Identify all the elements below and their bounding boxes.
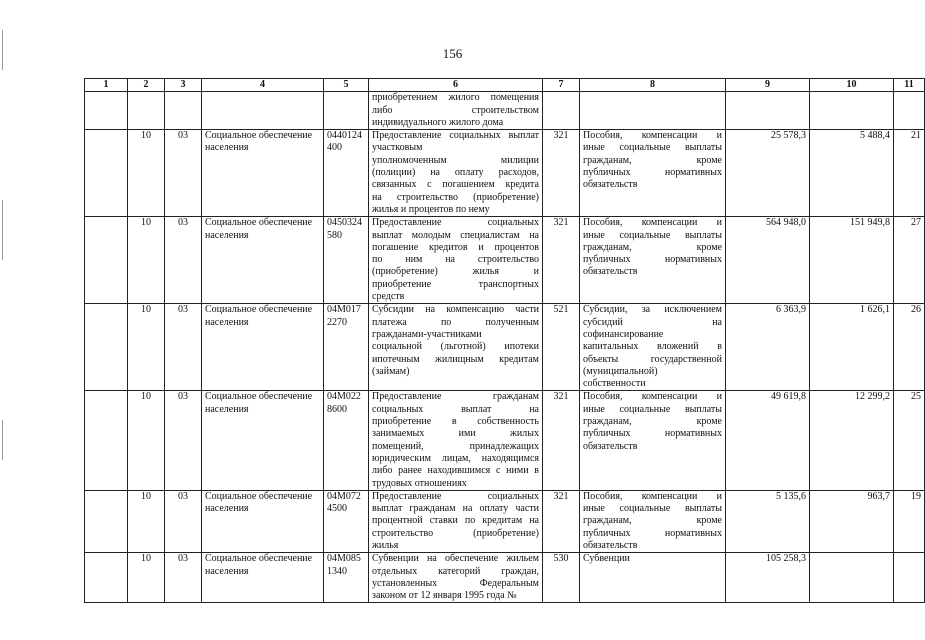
text-line: ипотечным жилищным кредитам	[372, 353, 539, 365]
text-line: (муниципальной)	[583, 365, 658, 377]
cell-target-code	[324, 130, 369, 217]
cell-target-name	[369, 304, 543, 391]
text-line: гражданами-участниками	[372, 328, 482, 340]
column-number-row	[85, 79, 925, 92]
text-line: Пособия, компенсации и	[583, 217, 722, 229]
text-line: занимаемых ими жилых	[372, 428, 539, 440]
text-line: Субсидии на компенсацию части	[372, 304, 539, 316]
text-line: помещений, принадлежащих	[372, 440, 539, 452]
cell-amount-10-text: 1 626,1	[860, 304, 890, 316]
text-line: (полиции) на оплату расходов,	[372, 167, 539, 179]
cell-target-code	[324, 490, 369, 552]
cell-expense-code-text: 321	[553, 490, 569, 502]
cell-amount-9	[726, 217, 810, 304]
cell-target-code	[324, 217, 369, 304]
text-line: капитальных вложений в	[583, 341, 722, 353]
cell-amount-10	[810, 304, 894, 391]
text-line: строительство (приобретение)	[372, 527, 539, 539]
cell-target-name	[369, 490, 543, 552]
cell-amount-9	[726, 490, 810, 552]
table-row	[85, 490, 925, 552]
cell-target-name	[369, 391, 543, 490]
column-header: 11	[894, 79, 925, 92]
text-line: иные социальные выплаты	[583, 142, 722, 154]
cell-col11	[894, 553, 925, 603]
cell-expense-code-text: 321	[553, 130, 569, 142]
cell-amount-9-text: 49 619,8	[771, 391, 806, 403]
text-line: уполномоченным милиции	[372, 154, 539, 166]
cell-amount-9-text: 105 258,3	[766, 553, 806, 565]
text-line: выплат гражданам на оплату части	[372, 503, 539, 515]
cell-expense-code-text: 521	[553, 304, 569, 316]
text-line: Предоставление социальных	[372, 490, 539, 502]
cell-amount-10	[810, 92, 894, 130]
text-line: гражданам, кроме	[583, 241, 722, 253]
text-line: гражданам, кроме	[583, 154, 722, 166]
cell-amount-10-text: 963,7	[867, 490, 890, 502]
text-line: гражданам, кроме	[583, 416, 722, 428]
text-line: Субвенции	[583, 553, 630, 565]
cell-subsection	[165, 553, 202, 603]
cell-subsection	[165, 490, 202, 552]
cell-target-code	[324, 92, 369, 130]
cell-subsection-text: 03	[178, 130, 188, 142]
cell-subsection	[165, 92, 202, 130]
text-line: приобретение в собственность	[372, 416, 539, 428]
table-row	[85, 217, 925, 304]
cell-amount-10	[810, 130, 894, 217]
cell-expense-type	[580, 553, 726, 603]
text-line: Предоставление социальных выплат участковым	[372, 130, 539, 154]
cell-subsection	[165, 391, 202, 490]
text-line: Субсидии, за исключением	[583, 304, 722, 316]
cell-amount-9	[726, 304, 810, 391]
text-line: индивидуального жилого дома	[372, 116, 504, 128]
cell-col11	[894, 217, 925, 304]
text-line: собственности	[583, 378, 646, 390]
cell-col1	[85, 92, 128, 130]
cell-expense-type	[580, 490, 726, 552]
text-line: иные социальные выплаты	[583, 403, 722, 415]
text-line: средств	[372, 291, 405, 303]
cell-amount-9-text: 5 135,6	[776, 490, 806, 502]
column-header: 8	[580, 79, 726, 92]
cell-col11-text: 21	[911, 130, 921, 142]
cell-section	[128, 130, 165, 217]
text-line: обязательств	[583, 539, 638, 551]
cell-expense-code	[543, 304, 580, 391]
text-line: публичных нормативных	[583, 167, 722, 179]
cell-section-text: 10	[141, 130, 151, 142]
text-line: (приобретение) жилья и	[372, 266, 539, 278]
text-line: публичных нормативных	[583, 254, 722, 266]
cell-section	[128, 217, 165, 304]
cell-target-code-text: 04М0172270	[327, 304, 361, 328]
cell-col11	[894, 130, 925, 217]
cell-section-text: 10	[141, 304, 151, 316]
text-line: обязательств	[583, 440, 638, 452]
cell-section-text: 10	[141, 553, 151, 565]
column-header: 3	[165, 79, 202, 92]
cell-expense-code	[543, 217, 580, 304]
cell-col11-text: 26	[911, 304, 921, 316]
text-line: выплат молодым специалистам на	[372, 229, 539, 241]
text-line: социальных выплат на	[372, 403, 539, 415]
column-header: 4	[202, 79, 324, 92]
text-line: либо ранее находившимся с ними в	[372, 465, 539, 477]
cell-section-name	[202, 391, 324, 490]
cell-col11-text: 19	[911, 490, 921, 502]
cell-subsection-text: 03	[178, 217, 188, 229]
cell-subsection-text: 03	[178, 490, 188, 502]
cell-amount-10	[810, 490, 894, 552]
cell-expense-code-text: 321	[553, 217, 569, 229]
text-line: процентной ставки по кредитам на	[372, 515, 539, 527]
cell-col11	[894, 304, 925, 391]
cell-col11-text: 27	[911, 217, 921, 229]
cell-subsection	[165, 130, 202, 217]
text-line: социальной (льготной) ипотеки	[372, 341, 539, 353]
column-header: 5	[324, 79, 369, 92]
text-line: субсидий на	[583, 316, 722, 328]
cell-col11	[894, 92, 925, 130]
cell-section-name	[202, 490, 324, 552]
table-body	[85, 92, 925, 603]
column-header: 6	[369, 79, 543, 92]
text-line: по ним на строительство	[372, 254, 539, 266]
cell-target-code-text: 04М0228600	[327, 391, 361, 415]
cell-amount-10-text: 12 299,2	[855, 391, 890, 403]
cell-section-name	[202, 553, 324, 603]
cell-expense-code-text: 321	[553, 391, 569, 403]
text-line: установленных Федеральным	[372, 577, 539, 589]
scan-margin-line	[2, 420, 3, 460]
text-line: связанных с погашением кредита	[372, 179, 539, 191]
cell-target-code	[324, 553, 369, 603]
table-row	[85, 391, 925, 490]
cell-expense-code-text: 530	[553, 553, 569, 565]
text-line: софинансирование	[583, 328, 664, 340]
cell-expense-type	[580, 391, 726, 490]
text-line: (займам)	[372, 365, 410, 377]
cell-subsection	[165, 304, 202, 391]
cell-amount-10-text: 151 949,8	[850, 217, 890, 229]
cell-target-name	[369, 92, 543, 130]
cell-amount-9-text: 6 363,9	[776, 304, 806, 316]
cell-section-name-text: Социальное обеспечение населения	[205, 553, 313, 577]
text-line: Предоставление социальных	[372, 217, 539, 229]
cell-amount-9	[726, 553, 810, 603]
cell-subsection-text: 03	[178, 553, 188, 565]
cell-expense-code	[543, 391, 580, 490]
cell-section	[128, 304, 165, 391]
page-number: 156	[442, 46, 463, 61]
text-line: жилья	[372, 539, 399, 551]
cell-expense-type	[580, 130, 726, 217]
cell-section	[128, 490, 165, 552]
cell-amount-10	[810, 391, 894, 490]
cell-col11	[894, 490, 925, 552]
cell-col1	[85, 217, 128, 304]
text-line: Пособия, компенсации и	[583, 130, 722, 142]
table-row	[85, 553, 925, 603]
text-line: Пособия, компенсации и	[583, 391, 722, 403]
cell-col11	[894, 391, 925, 490]
cell-amount-10-text: 5 488,4	[860, 130, 890, 142]
text-line: публичных нормативных	[583, 428, 722, 440]
cell-target-code-text: 0450324580	[327, 217, 362, 241]
cell-target-name	[369, 553, 543, 603]
cell-expense-code	[543, 553, 580, 603]
cell-section-name	[202, 217, 324, 304]
cell-section-name	[202, 92, 324, 130]
cell-subsection-text: 03	[178, 391, 188, 403]
cell-section-text: 10	[141, 490, 151, 502]
cell-amount-9-text: 564 948,0	[766, 217, 806, 229]
cell-subsection	[165, 217, 202, 304]
text-line: отдельных категорий граждан,	[372, 565, 539, 577]
text-line: приобретение транспортных	[372, 278, 539, 290]
text-line: обязательств	[583, 179, 638, 191]
text-line: жилья и процентов по нему	[372, 203, 490, 215]
cell-section-name-text: Социальное обеспечение населения	[205, 304, 313, 328]
cell-amount-9	[726, 391, 810, 490]
cell-section-text: 10	[141, 217, 151, 229]
cell-section-name-text: Социальное обеспечение населения	[205, 391, 313, 415]
cell-col1	[85, 304, 128, 391]
cell-col11-text: 25	[911, 391, 921, 403]
column-header: 1	[85, 79, 128, 92]
text-line: на строительство (приобретение)	[372, 191, 539, 203]
cell-amount-9	[726, 92, 810, 130]
cell-col1	[85, 490, 128, 552]
text-line: либо строительством	[372, 104, 539, 116]
text-line: Субвенции на обеспечение жильем	[372, 553, 539, 565]
cell-section	[128, 553, 165, 603]
cell-amount-10	[810, 553, 894, 603]
text-line: погашение кредитов и процентов	[372, 241, 539, 253]
text-line: гражданам, кроме	[583, 515, 722, 527]
scan-margin-line	[2, 200, 3, 260]
text-line: объекты государственной	[583, 353, 722, 365]
cell-section-name	[202, 304, 324, 391]
cell-target-name	[369, 130, 543, 217]
cell-target-code-text: 0440124400	[327, 130, 362, 154]
cell-section	[128, 391, 165, 490]
text-line: Предоставление гражданам	[372, 391, 539, 403]
text-line: трудовых отношениях	[372, 477, 467, 489]
text-line: иные социальные выплаты	[583, 503, 722, 515]
text-line: обязательств	[583, 266, 638, 278]
cell-expense-code	[543, 92, 580, 130]
text-line: публичных нормативных	[583, 527, 722, 539]
text-line: иные социальные выплаты	[583, 229, 722, 241]
cell-target-name	[369, 217, 543, 304]
text-line: юридическим лицам, находящимся	[372, 452, 539, 464]
cell-col1	[85, 130, 128, 217]
cell-amount-10	[810, 217, 894, 304]
table-row	[85, 92, 925, 130]
cell-subsection-text: 03	[178, 304, 188, 316]
cell-expense-type	[580, 217, 726, 304]
text-line: платежа по полученным	[372, 316, 539, 328]
cell-amount-9	[726, 130, 810, 217]
budget-table	[84, 78, 925, 603]
cell-section-name-text: Социальное обеспечение населения	[205, 130, 313, 154]
cell-expense-code	[543, 130, 580, 217]
cell-section-name-text: Социальное обеспечение населения	[205, 217, 313, 241]
table-row	[85, 304, 925, 391]
text-line: Пособия, компенсации и	[583, 490, 722, 502]
cell-expense-type	[580, 92, 726, 130]
cell-section-name-text: Социальное обеспечение населения	[205, 490, 313, 515]
cell-target-code-text: 04М0724500	[327, 490, 361, 515]
cell-expense-code	[543, 490, 580, 552]
cell-section	[128, 92, 165, 130]
cell-amount-9-text: 25 578,3	[771, 130, 806, 142]
table-row	[85, 130, 925, 217]
cell-col1	[85, 553, 128, 603]
cell-col1	[85, 391, 128, 490]
cell-section-name	[202, 130, 324, 217]
cell-target-code-text: 04М0851340	[327, 553, 361, 577]
column-header: 9	[726, 79, 810, 92]
text-line: законом от 12 января 1995 года №	[372, 590, 517, 602]
column-header: 7	[543, 79, 580, 92]
cell-expense-type	[580, 304, 726, 391]
column-header: 2	[128, 79, 165, 92]
text-line: приобретением жилого помещения	[372, 92, 539, 104]
cell-target-code	[324, 391, 369, 490]
column-header: 10	[810, 79, 894, 92]
cell-section-text: 10	[141, 391, 151, 403]
cell-target-code	[324, 304, 369, 391]
